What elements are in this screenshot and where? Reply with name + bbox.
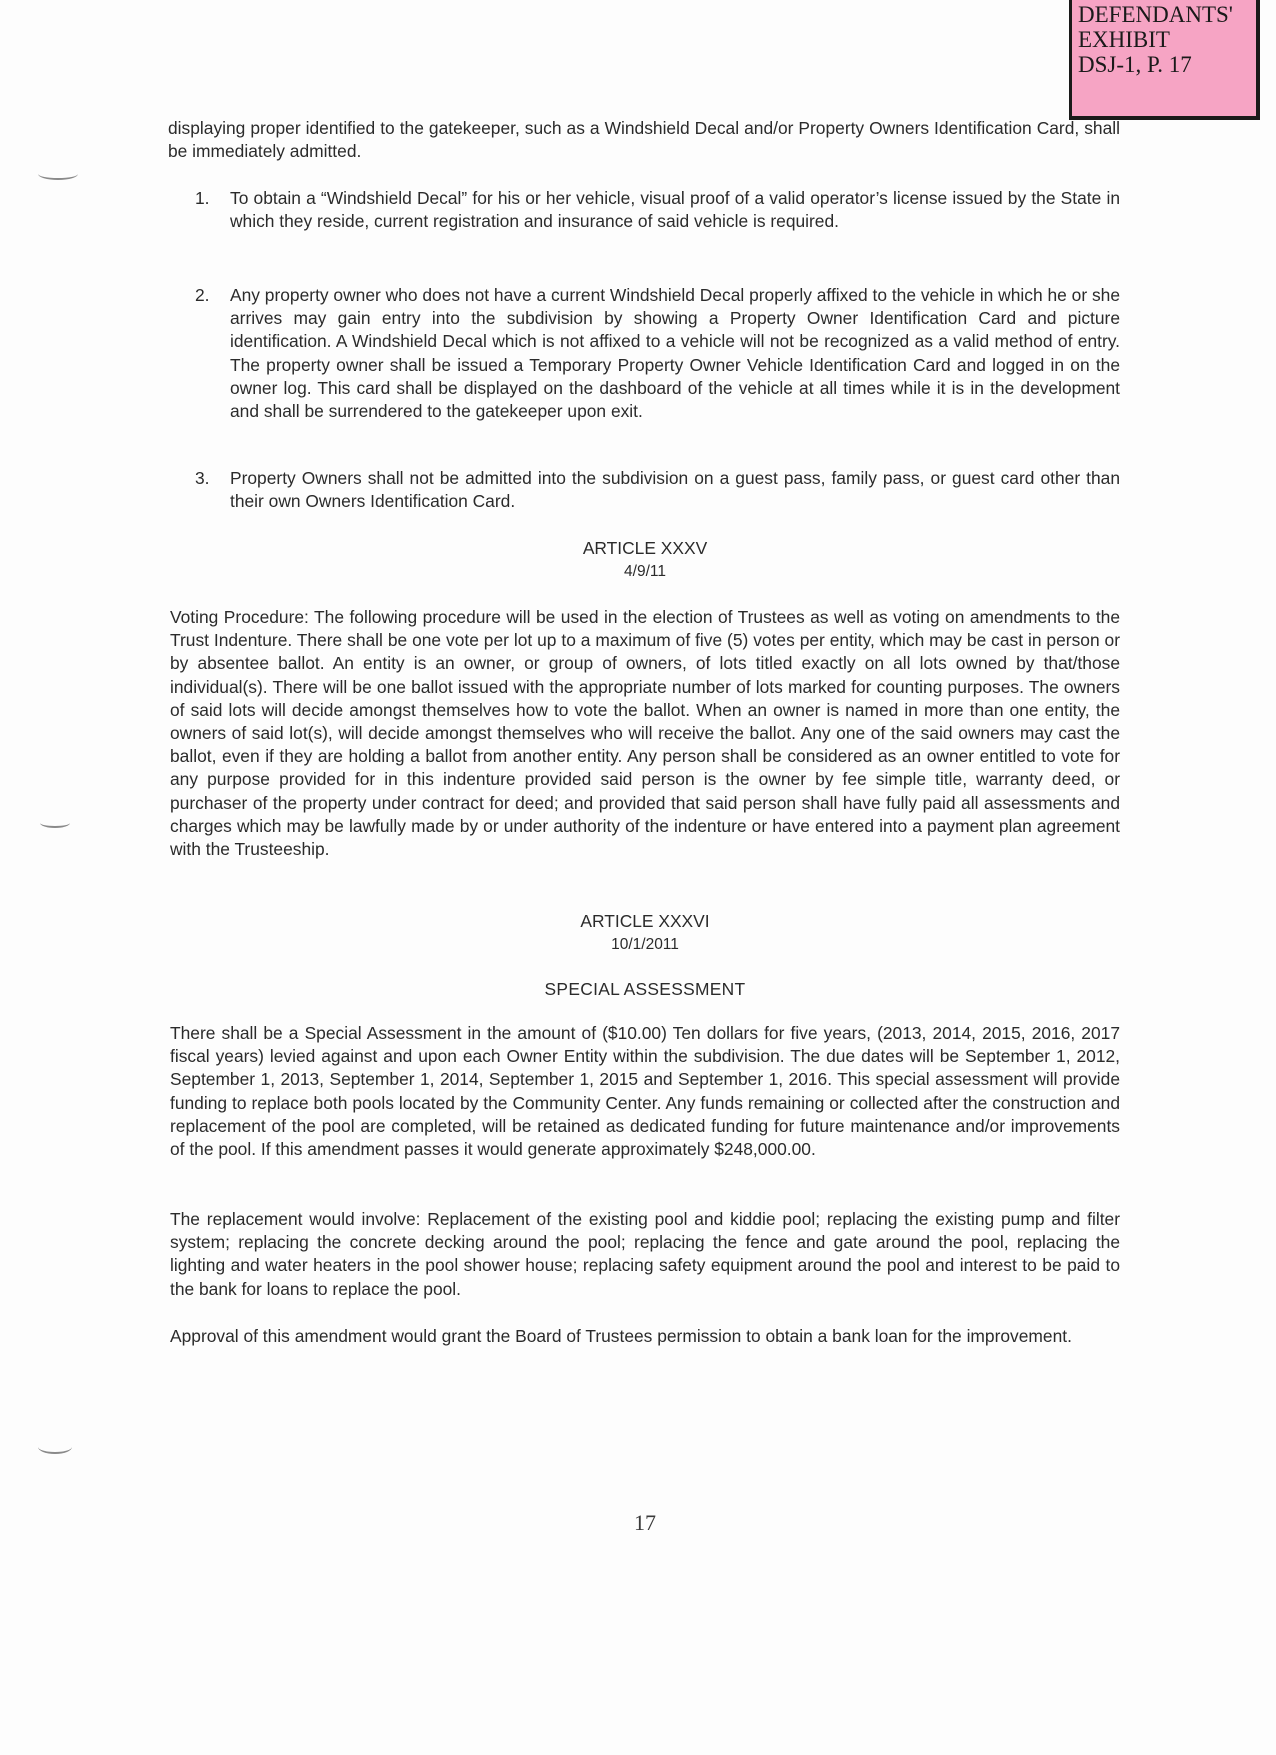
- article-35-title: ARTICLE XXXV: [582, 538, 708, 558]
- stamp-line-3: DSJ-1, P. 17: [1078, 52, 1192, 77]
- list-item-number: 3.: [195, 468, 210, 488]
- list-item: [195, 467, 1120, 513]
- replacement-paragraph: The replacement would involve: Replacement of the existing pool and kiddie pool; replacing the existing pump and filter system; replacing the concrete decking around the pool; replacing the fence and gate around the pool, replacing the lighting and water heaters in the pool shower house; replacing safety equipment around the pool and interest to be paid to the bank for loans to replace the pool.: [170, 1209, 1120, 1299]
- list-item-number: 1.: [195, 188, 210, 208]
- article-35-date: 4/9/11: [624, 563, 666, 580]
- list-item: [195, 187, 1120, 233]
- list-item-number: 2.: [195, 285, 210, 305]
- stamp-line-1: DEFENDANTS': [1078, 2, 1233, 27]
- voting-procedure-paragraph: Voting Procedure: The following procedure will be used in the election of Trustees as well as voting on amendments to the Trust Indenture. There shall be one vote per lot up to a maximum of five (5) votes per entity, which may be cast in person or by absentee ballot. An entity is an owner, or group of owners, of lots titled exactly on all lots owned by that/those individual(s). There will be one ballot issued with the appropriate number of lots marked for counting purposes. The owners of said lots will decide amongst themselves how to vote the ballot. When an owner is named in more than one entity, the owners of said lot(s), will decide amongst themselves who will receive the ballot. Any one of the said owners may cast the ballot, even if they are holding a ballot from another entity. Any person shall be considered as an owner entitled to vote for any purpose provided for in this indenture provided said person is the owner by fee simple title, warranty deed, or purchaser of the property under contract for deed; and provided that said person shall have fully paid all assessments and charges which may be lawfully made by or under authority of the indenture or have entered into a payment plan agreement with the Trusteeship.: [170, 607, 1120, 860]
- list-item-text: Property Owners shall not be admitted into the subdivision on a guest pass, family pass, or guest card other than their own Owners Identification Card.: [230, 468, 1120, 512]
- page-number: 17: [634, 1510, 656, 1535]
- list-item-text: To obtain a “Windshield Decal” for his or her vehicle, visual proof of a valid operator’s license issued by the State in which they reside, current registration and insurance of said vehicle is required.: [230, 188, 1120, 232]
- list-item-text: Any property owner who does not have a current Windshield Decal properly affixed to the vehicle in which he or she arrives may gain entry into the subdivision by showing a Property Owner Identification Card and picture identification. A Windshield Decal which is not affixed to a vehicle will not be recognized as a valid method of entry. The property owner shall be issued a Temporary Property Owner Vehicle Identification Card and logged in on the owner log. This card shall be displayed on the dashboard of the vehicle at all times while it is in the development and shall be surrendered to the gatekeeper upon exit.: [230, 285, 1120, 422]
- scan-mark: [38, 168, 78, 180]
- intro-paragraph: displaying proper identified to the gatekeeper, such as a Windshield Decal and/or Property Owners Identification Card, shall be immediately admitted.: [168, 118, 1120, 162]
- approval-paragraph: Approval of this amendment would grant the Board of Trustees permission to obtain a bank loan for the improvement.: [170, 1326, 1072, 1346]
- special-assessment-paragraph: There shall be a Special Assessment in the amount of ($10.00) Ten dollars for five years, (2013, 2014, 2015, 2016, 2017 fiscal years) levied against and upon each Owner Entity within the subdivision. The due dates will be September 1, 2012, September 1, 2013, September 1, 2014, September 1, 2015 and September 1, 2016. This special assessment will provide funding to replace both pools located by the Community Center. Any funds remaining or collected after the construction and replacement of the pool are completed, will be retained as dedicated funding for future maintenance and/or improvements of the pool. If this amendment passes it would generate approximately $248,000.00.: [170, 1023, 1120, 1160]
- scan-mark: [38, 1440, 72, 1454]
- exhibit-stamp: [1069, 0, 1260, 120]
- special-assessment-heading: SPECIAL ASSESSMENT: [544, 979, 746, 999]
- scan-mark: [40, 818, 70, 828]
- list-item: [195, 284, 1120, 423]
- article-36-date: 10/1/2011: [611, 936, 679, 953]
- stamp-line-2: EXHIBIT: [1078, 27, 1170, 52]
- article-36-title: ARTICLE XXXVI: [580, 911, 710, 931]
